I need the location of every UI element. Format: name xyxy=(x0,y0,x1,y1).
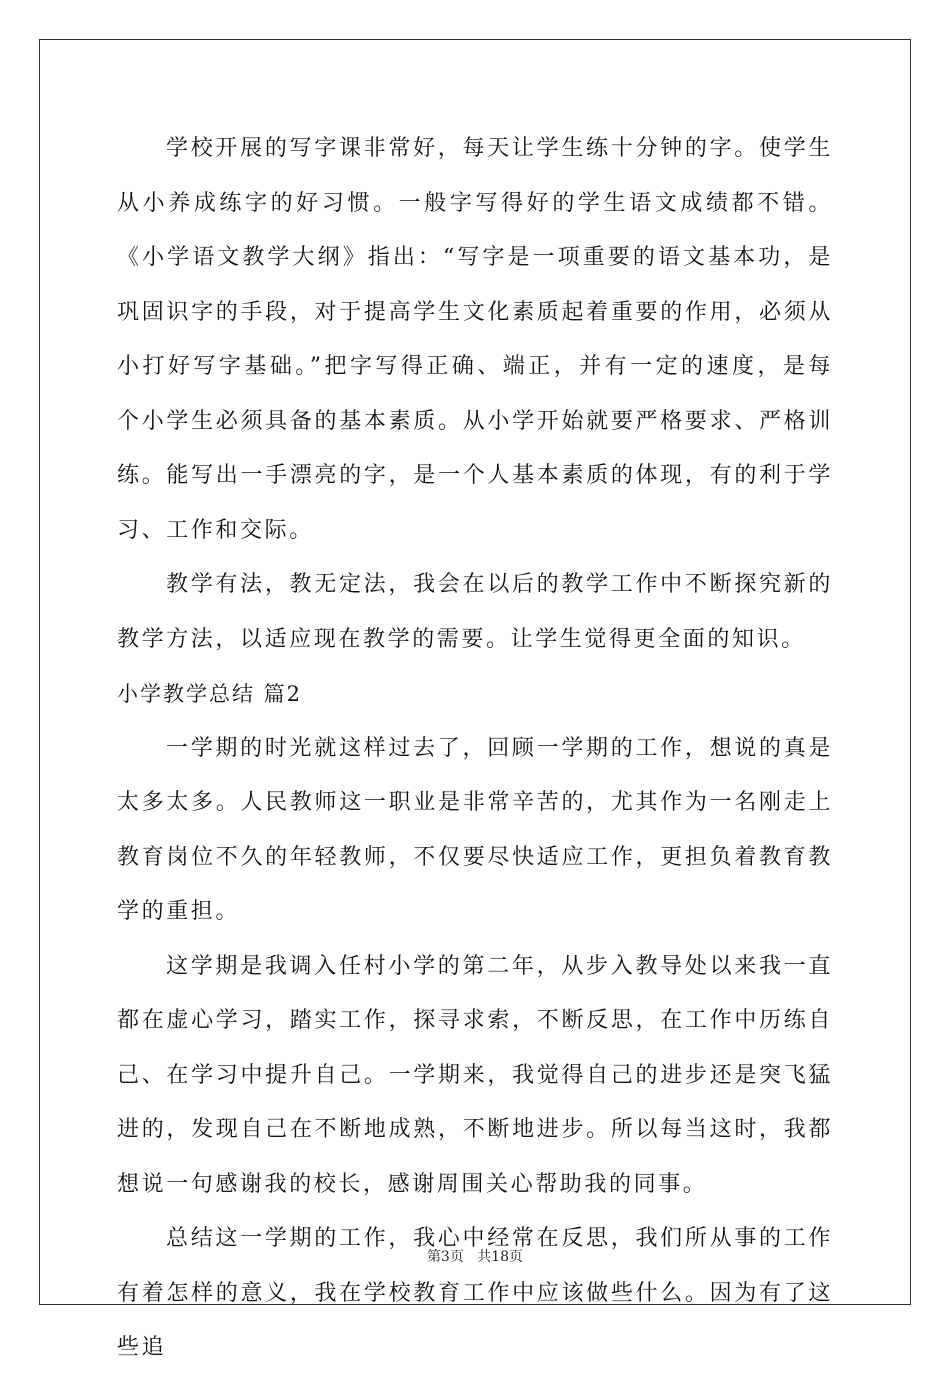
paragraph: 一学期的时光就这样过去了，回顾一学期的工作，想说的真是太多太多。人民教师这一职业是非常辛苦的，尤其作为一名刚走上教育岗位不久的年轻教师，不仅要尽快适应工作，更担负着教育教学的重担。 xyxy=(117,735,833,924)
paragraph: 学校开展的写字课非常好，每天让学生练十分钟的字。使学生从小养成练字的好习惯。一般字写得好的学生语文成绩都不错。《小学语文教学大纲》指出：“写字是一项重要的语文基本功，是巩固识字的手段，对于提高学生文化素质起着重要的作用，必须从小打好写字基础。”把字写得正确、端正，并有一定的速度，是每个小学生必须具备的基本素质。从小学开始就要严格要求、严格训练。能写出一手漂亮的字，是一个人基本素质的体现，有的利于学习、工作和交际。 xyxy=(117,136,833,543)
page-footer xyxy=(0,1246,950,1266)
paragraph: 总结这一学期的工作，我心中经常在反思，我们所从事的工作有着怎样的意义，我在学校教育工作中应该做些什么。因为有了这些追 xyxy=(117,1226,833,1360)
document-body xyxy=(117,122,833,1376)
page-total: 共18页 xyxy=(477,1249,524,1265)
paragraph: 这学期是我调入任村小学的第二年，从步入教导处以来我一直都在虚心学习，踏实工作，探寻求索，不断反思，在工作中历练自己、在学习中提升自己。一学期来，我觉得自己的进步还是突飞猛进的，发现自己在不断地成熟，不断地进步。所以每当这时，我都想说一句感谢我的校长，感谢周围关心帮助我的同事。 xyxy=(117,953,833,1197)
paragraph: 教学有法，教无定法，我会在以后的教学工作中不断探究新的教学方法，以适应现在教学的需要。让学生觉得更全面的知识。 xyxy=(117,572,833,652)
section-heading: 小学教学总结 篇2 xyxy=(117,682,303,706)
page-number: 第3页 xyxy=(426,1249,464,1265)
